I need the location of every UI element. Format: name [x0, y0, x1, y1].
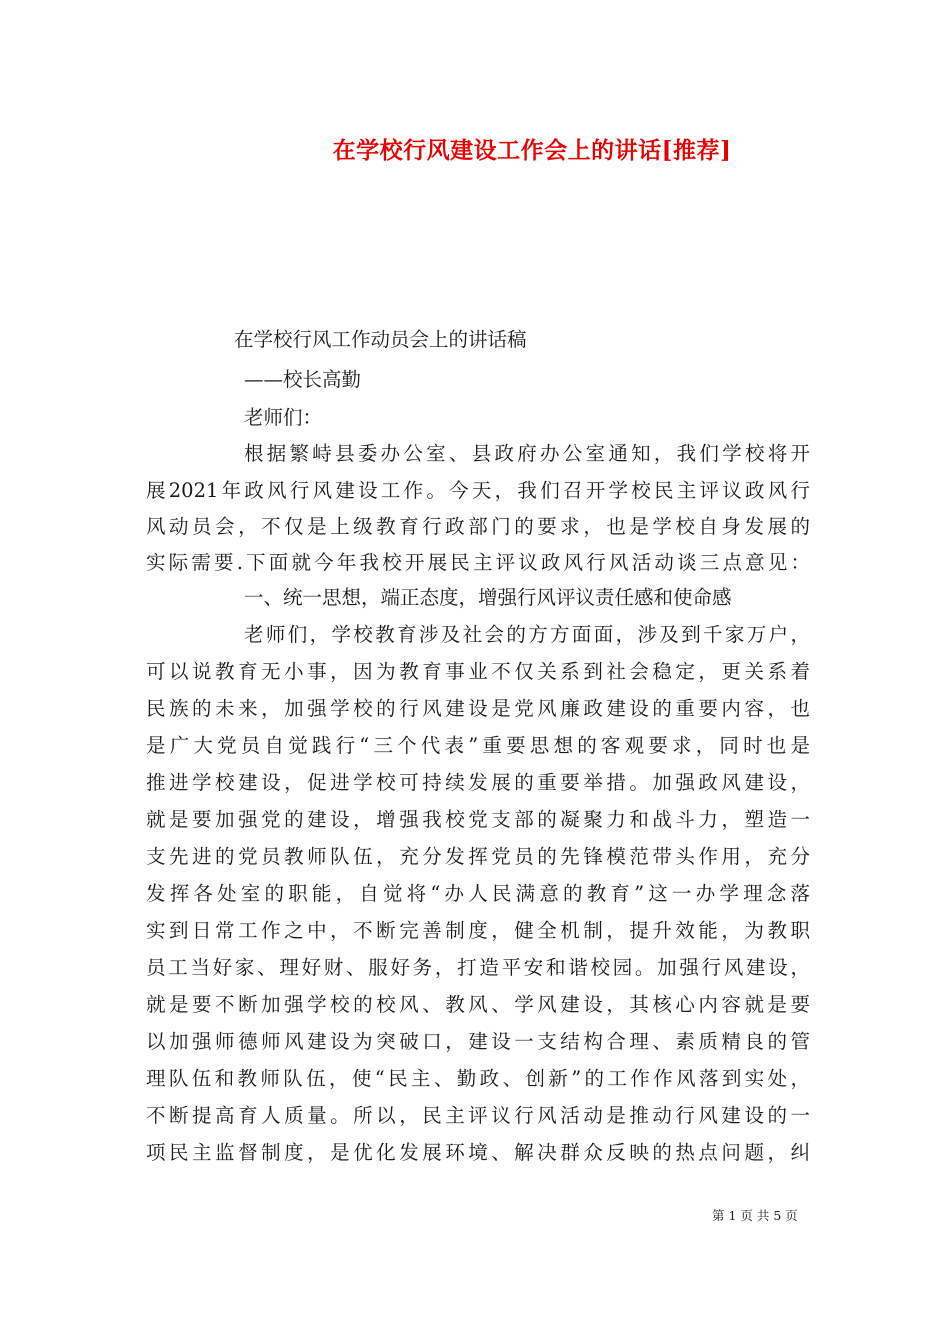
- paragraph-line: 实到日常工作之中，不断完善制度，健全机制，提升效能，为教职: [146, 919, 810, 942]
- salutation: 老师们：: [244, 406, 323, 429]
- section-heading: 一、统一思想，端正态度，增强行风评议责任感和使命感: [244, 586, 732, 609]
- paragraph-line: 以加强师德师风建设为突破口，建设一支结构合理、素质精良的管: [146, 1030, 810, 1053]
- paragraph-line: 老师们，学校教育涉及社会的方方面面，涉及到千家万户，: [244, 623, 810, 646]
- paragraph-line: 是广大党员自觉践行“三个代表”重要思想的客观要求，同时也是: [146, 734, 810, 757]
- paragraph-line: 就是要不断加强学校的校风、教风、学风建设，其核心内容就是要: [146, 993, 810, 1016]
- paragraph-line: 理队伍和教师队伍，使“民主、勤政、创新”的工作作风落到实处，: [146, 1067, 810, 1090]
- paragraph-line: 不断提高育人质量。所以，民主评议行风活动是推动行风建设的一: [146, 1104, 810, 1127]
- page-number: 第 1 页 共 5 页: [712, 1208, 798, 1223]
- speech-author: ——校长高勤: [244, 368, 362, 391]
- paragraph-line: 民族的未来，加强学校的行风建设是党风廉政建设的重要内容，也: [146, 697, 810, 720]
- paragraph-line: 就是要加强党的建设，增强我校党支部的凝聚力和战斗力，塑造一: [146, 808, 810, 831]
- speech-subtitle: 在学校行风工作动员会上的讲话稿: [234, 328, 527, 351]
- paragraph-line: 推进学校建设，促进学校可持续发展的重要举措。加强政风建设，: [146, 771, 810, 794]
- document-title: 在学校行风建设工作会上的讲话[推荐]: [332, 137, 732, 164]
- paragraph-line: 可以说教育无小事，因为教育事业不仅关系到社会稳定，更关系着: [146, 660, 810, 683]
- paragraph-line: 展2021年政风行风建设工作。今天，我们召开学校民主评议政风行: [146, 479, 810, 502]
- paragraph-line: 实际需要.下面就今年我校开展民主评议政风行风活动谈三点意见：: [146, 551, 810, 574]
- paragraph-line: 项民主监督制度，是优化发展环境、解决群众反映的热点问题，纠: [146, 1141, 810, 1164]
- paragraph-line: 支先进的党员教师队伍，充分发挥党员的先锋模范带头作用，充分: [146, 845, 810, 868]
- paragraph-line: 员工当好家、理好财、服好务，打造平安和谐校园。加强行风建设，: [146, 956, 810, 979]
- paragraph-line: 根据繁峙县委办公室、县政府办公室通知，我们学校将开: [244, 442, 810, 465]
- paragraph-line: 风动员会，不仅是上级教育行政部门的要求，也是学校自身发展的: [146, 515, 810, 538]
- paragraph-line: 发挥各处室的职能，自觉将“办人民满意的教育”这一办学理念落: [146, 882, 810, 905]
